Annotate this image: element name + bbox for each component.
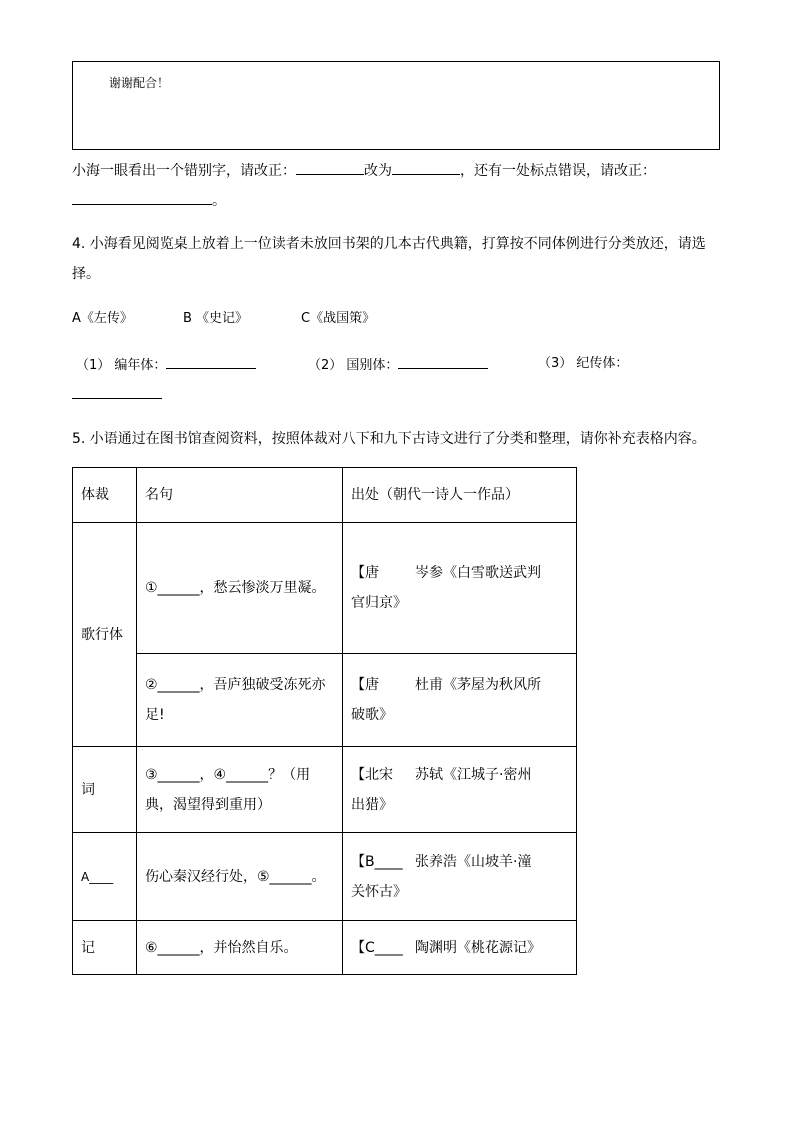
q4-option-c: C《战国策》 <box>301 311 376 326</box>
header-cell: 体裁 <box>73 468 137 523</box>
correction-line-1 <box>72 160 656 181</box>
quote-text: ③______，④______？（用 <box>145 766 311 783</box>
genre-cell: A____ <box>73 833 137 921</box>
classification-table <box>72 467 577 975</box>
table-row <box>73 523 577 654</box>
dynasty-text: 【北宋 <box>351 766 393 783</box>
source-text: 张养浩《山坡羊·潼 <box>415 853 532 870</box>
q4-blank-3 <box>538 354 628 374</box>
genre-cell: 词 <box>73 747 137 833</box>
correction-prefix: 小海一眼看出一个错别字，请改正： <box>72 163 296 179</box>
source-cell <box>343 921 577 975</box>
genre-cell: 记 <box>73 921 137 975</box>
table-header-row <box>73 468 577 523</box>
q4-blank-3-label: （3） 纪传体： <box>538 356 629 371</box>
correction-mid: 改为 <box>364 163 392 179</box>
quote-cell <box>137 654 343 747</box>
quote-cell <box>137 833 343 921</box>
answer-blank[interactable] <box>296 160 364 175</box>
source-cell <box>343 833 577 921</box>
answer-blank[interactable] <box>72 384 162 399</box>
source-cell <box>343 523 577 654</box>
q4-blank-2 <box>308 354 488 376</box>
quote-cell <box>137 921 343 975</box>
quote-text: ②______，吾庐独破受冻死亦 <box>145 677 326 693</box>
q4-option-b: B 《史记》 <box>183 311 249 326</box>
dynasty-text: 【唐 <box>351 677 379 693</box>
source-text: 官归京》 <box>351 595 407 611</box>
q4-line-2: 择。 <box>72 266 100 282</box>
source-text: 苏轼《江城子·密州 <box>415 766 532 783</box>
source-text: 杜甫《茅屋为秋风所 <box>415 677 541 693</box>
q4-blank-3-continuation <box>72 384 162 405</box>
quote-text: 足! <box>145 707 165 723</box>
quote-text: 伤心秦汉经行处，⑤______。 <box>145 868 326 885</box>
q4-blank-2-label: （2） 国别体： <box>308 358 399 373</box>
dynasty-text: 【C____ <box>351 939 403 956</box>
answer-blank[interactable] <box>392 160 460 175</box>
q4-line-1: 4. 小海看见阅览桌上放着上一位读者未放回书架的几本古代典籍，打算按不同体例进行分类放还，请选 <box>72 236 706 252</box>
correction-line-2 <box>72 190 226 211</box>
source-cell <box>343 747 577 833</box>
answer-blank[interactable] <box>72 190 212 205</box>
q4-blank-1-label: （1） 编年体： <box>76 358 167 373</box>
source-cell <box>343 654 577 747</box>
header-cell: 出处（朝代一诗人一作品） <box>343 468 577 523</box>
table-row <box>73 921 577 975</box>
q4-option-a: A《左传》 <box>72 311 133 326</box>
table-row <box>73 654 577 747</box>
source-text: 破歌》 <box>351 707 393 723</box>
quote-cell <box>137 747 343 833</box>
quote-cell <box>137 523 343 654</box>
correction-suffix: ，还有一处标点错误，请改正： <box>460 163 656 179</box>
answer-blank[interactable] <box>166 354 256 369</box>
notice-box <box>72 61 720 150</box>
quote-text: ①______，愁云惨淡万里凝。 <box>145 580 326 596</box>
source-text: 关怀古》 <box>351 883 407 900</box>
source-text: 岑参《白雪歌送武判 <box>415 565 541 581</box>
quote-text: 典，渴望得到重用） <box>145 796 271 813</box>
answer-blank[interactable] <box>398 354 488 369</box>
dynasty-text: 【B____ <box>351 853 403 870</box>
correction-end: 。 <box>212 193 226 209</box>
genre-cell: 歌行体 <box>73 523 137 747</box>
source-text: 出猎》 <box>351 796 393 813</box>
notice-text: 谢谢配合！ <box>109 76 170 90</box>
source-text: 陶渊明《桃花源记》 <box>415 939 541 956</box>
q5-intro: 5. 小语通过在图书馆查阅资料，按照体裁对八下和九下古诗文进行了分类和整理，请你补充表格内容。 <box>72 431 706 447</box>
quote-text: ⑥______，并怡然自乐。 <box>145 939 298 956</box>
table-row <box>73 747 577 833</box>
q4-blank-1 <box>76 354 256 376</box>
dynasty-text: 【唐 <box>351 565 379 581</box>
table-row <box>73 833 577 921</box>
header-cell: 名句 <box>137 468 343 523</box>
